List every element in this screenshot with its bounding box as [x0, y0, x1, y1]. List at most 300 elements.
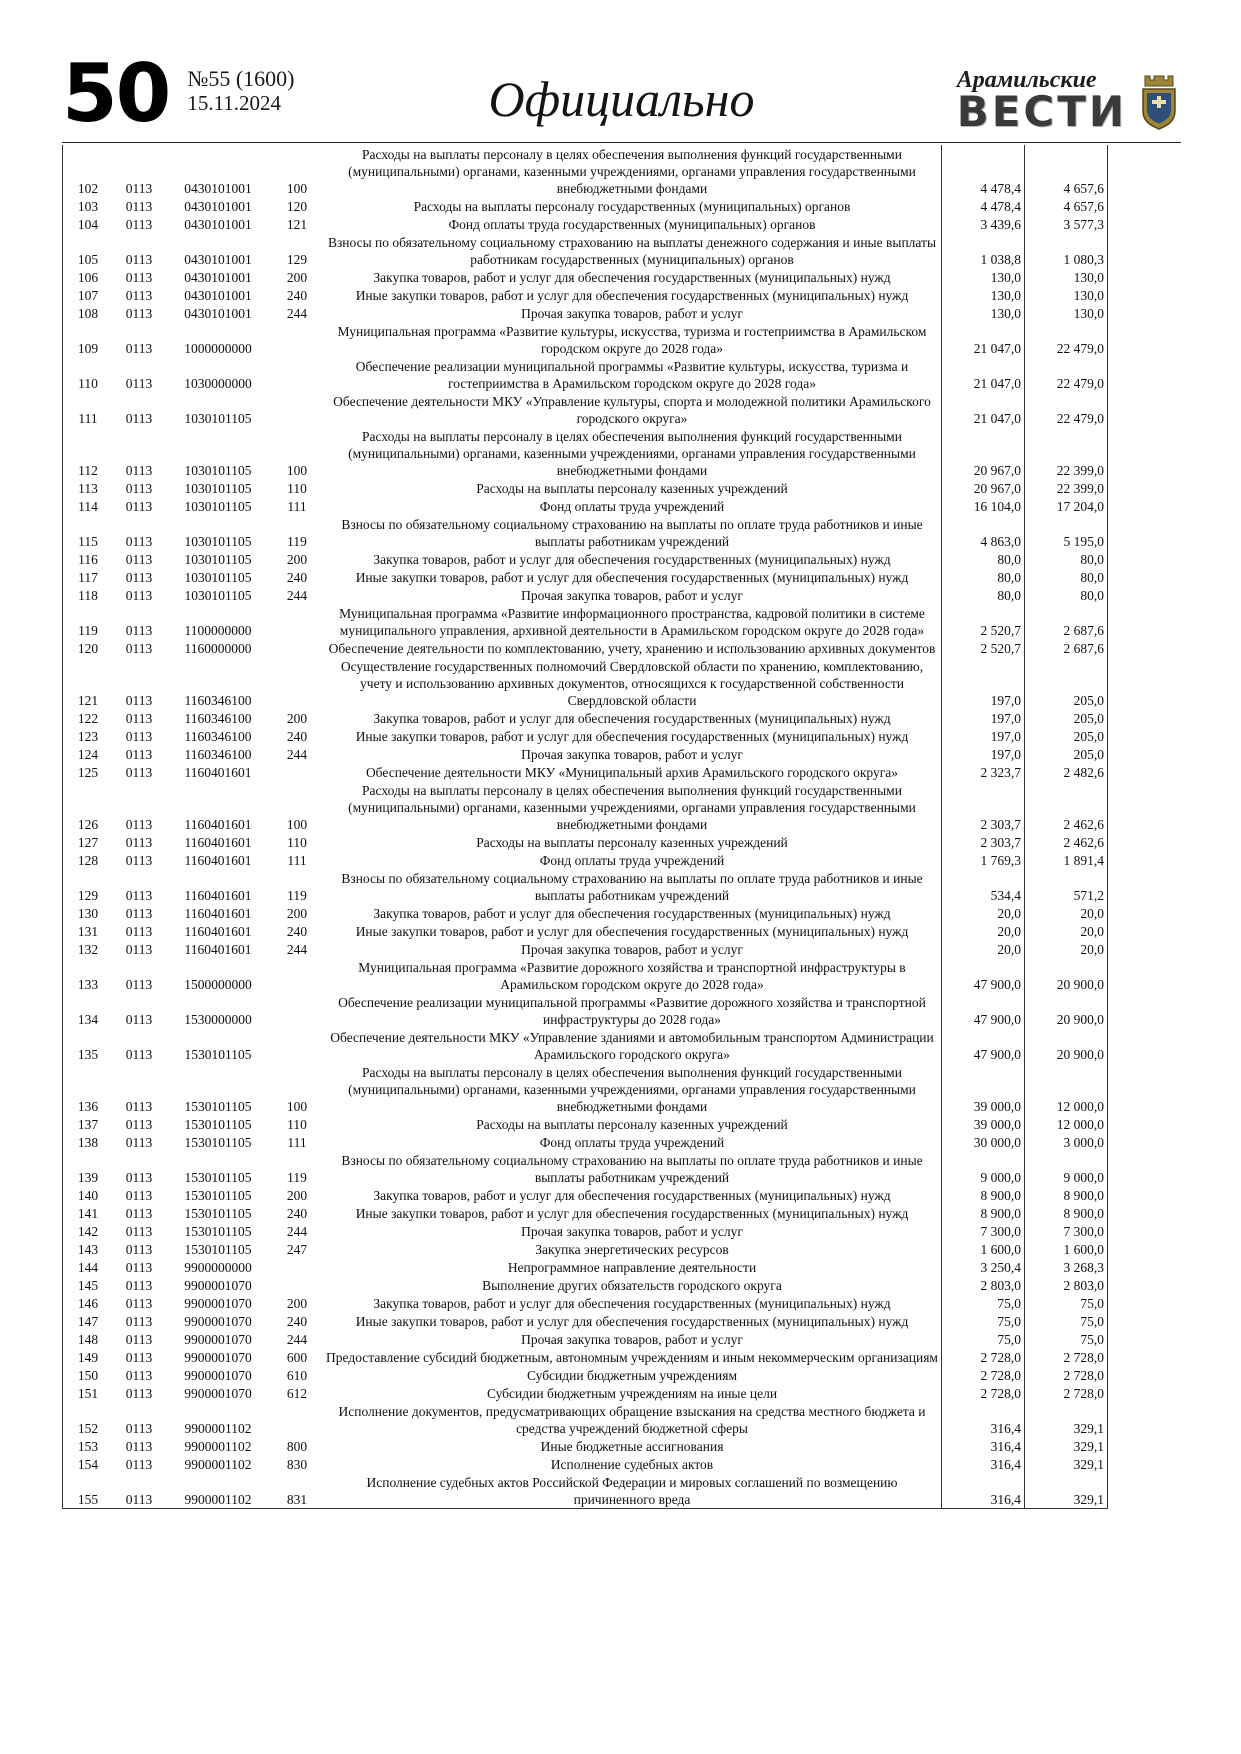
row-number-cell: 135: [77, 1046, 99, 1062]
expense-type-code-cell: [271, 1028, 323, 1063]
budget-table: [62, 145, 1108, 1509]
expense-type-code-cell: [271, 1402, 323, 1437]
expense-name-cell: Муниципальная программа «Развитие информационного пространства, кадровой политики в системе муниципального управления, архивной деятельности в Арамильском городском округе до 2028 года»: [339, 605, 925, 638]
section-code-cell: 0113: [125, 1223, 153, 1239]
amount-col1-cell: 20,0: [942, 904, 1025, 922]
expense-type-code-cell: [271, 1258, 323, 1276]
expense-name-cell: Иные бюджетные ассигнования: [540, 1438, 724, 1454]
expense-name-cell: Прочая закупка товаров, работ и услуг: [521, 1331, 743, 1347]
amount-col1-cell: 2 728,0: [942, 1366, 1025, 1384]
expense-type-code-cell: 111: [287, 852, 307, 868]
expense-name-cell: Взносы по обязательному социальному страхованию на выплаты по оплате труда работников и иные выплаты работникам учреждений: [341, 516, 923, 549]
target-article-code-cell: 1160346100: [184, 728, 252, 744]
row-number-cell: 113: [78, 480, 98, 496]
row-number-cell: 106: [77, 269, 99, 285]
expense-name-cell: Расходы на выплаты персоналу в целях обеспечения выполнения функций государственными (муниципальными) органами, казенными учреждениями, органами управления государственными внебюджетными фондами: [348, 782, 916, 832]
section-code-cell: 0113: [125, 251, 153, 267]
row-number-cell: 151: [77, 1385, 99, 1401]
expense-type-code-cell: 240: [286, 728, 308, 744]
target-article-code-cell: 1530101105: [184, 1046, 252, 1062]
target-article-code-cell: 1500000000: [184, 976, 252, 992]
section-code-cell: 0113: [125, 480, 153, 496]
target-article-code-cell: 9900001070: [184, 1367, 252, 1383]
table-row: [63, 1133, 1108, 1151]
target-article-code-cell: 1160346100: [184, 746, 252, 762]
table-row: [63, 427, 1108, 479]
expense-type-code-cell: 240: [286, 923, 308, 939]
issue-date: 15.11.2024: [187, 91, 282, 116]
row-number-cell: 128: [77, 852, 99, 868]
table-row: [63, 993, 1108, 1028]
table-row: [63, 851, 1108, 869]
row-number-cell: 126: [77, 816, 99, 832]
amount-col2-cell: 2 462,6: [1025, 833, 1108, 851]
expense-name-cell: Обеспечение реализации муниципальной программы «Развитие дорожного хозяйства и транспортной инфраструктуры до 2028 года»: [338, 994, 926, 1027]
expense-name-cell: Расходы на выплаты персоналу государственных (муниципальных) органов: [413, 198, 851, 214]
row-number-cell: 145: [77, 1277, 99, 1293]
section-code-cell: 0113: [125, 1134, 153, 1150]
amount-col1-cell: 75,0: [942, 1294, 1025, 1312]
amount-col1-cell: 2 323,7: [942, 763, 1025, 781]
expense-type-code-cell: 100: [286, 462, 308, 478]
amount-col2-cell: 12 000,0: [1025, 1115, 1108, 1133]
row-number-cell: 119: [78, 622, 98, 638]
expense-type-code-cell: [271, 639, 323, 657]
row-number-cell: 127: [77, 834, 99, 850]
row-number-cell: 118: [78, 587, 98, 603]
section-code-cell: 0113: [125, 1011, 153, 1027]
amount-col1-cell: 47 900,0: [942, 958, 1025, 993]
table-row: [63, 1063, 1108, 1115]
table-row: [63, 1384, 1108, 1402]
amount-col2-cell: 9 000,0: [1025, 1151, 1108, 1186]
amount-col1-cell: 30 000,0: [942, 1133, 1025, 1151]
target-article-code-cell: 1000000000: [184, 340, 252, 356]
amount-col1-cell: 4 478,4: [942, 145, 1025, 197]
expense-type-code-cell: 119: [287, 887, 307, 903]
target-article-code-cell: 0430101001: [184, 180, 252, 196]
amount-col2-cell: 75,0: [1025, 1330, 1108, 1348]
amount-col1-cell: 316,4: [942, 1437, 1025, 1455]
amount-col1-cell: 4 478,4: [942, 197, 1025, 215]
amount-col1-cell: 9 000,0: [942, 1151, 1025, 1186]
amount-col2-cell: 80,0: [1025, 586, 1108, 604]
table-row: [63, 586, 1108, 604]
section-code-cell: 0113: [125, 1456, 153, 1472]
target-article-code-cell: 1030101105: [184, 462, 252, 478]
row-number-cell: 144: [77, 1259, 99, 1275]
amount-col1-cell: 197,0: [942, 727, 1025, 745]
section-code-cell: 0113: [125, 1187, 153, 1203]
table-row: [63, 392, 1108, 427]
table-row: [63, 1330, 1108, 1348]
brand-text: [956, 67, 1128, 137]
section-code-cell: 0113: [125, 746, 153, 762]
amount-col2-cell: 20,0: [1025, 922, 1108, 940]
expense-type-code-cell: 831: [286, 1491, 308, 1507]
expense-type-code-cell: 110: [287, 1116, 307, 1132]
row-number-cell: 109: [77, 340, 99, 356]
amount-col2-cell: 205,0: [1025, 657, 1108, 709]
amount-col1-cell: 47 900,0: [942, 993, 1025, 1028]
amount-col1-cell: 2 303,7: [942, 781, 1025, 833]
section-code-cell: 0113: [125, 269, 153, 285]
expense-type-code-cell: 110: [287, 834, 307, 850]
amount-col1-cell: 80,0: [942, 568, 1025, 586]
target-article-code-cell: 9900001070: [184, 1313, 252, 1329]
amount-col2-cell: 7 300,0: [1025, 1222, 1108, 1240]
row-number-cell: 129: [77, 887, 99, 903]
table-row: [63, 709, 1108, 727]
expense-name-cell: Фонд оплаты труда государственных (муниципальных) органов: [448, 216, 816, 232]
amount-col2-cell: 20 900,0: [1025, 1028, 1108, 1063]
expense-type-code-cell: 111: [287, 1134, 307, 1150]
table-row: [63, 958, 1108, 993]
amount-col2-cell: 329,1: [1025, 1473, 1108, 1509]
row-number-cell: 125: [77, 764, 99, 780]
expense-type-code-cell: 240: [286, 1205, 308, 1221]
row-number-cell: 154: [77, 1456, 99, 1472]
amount-col2-cell: 1 600,0: [1025, 1240, 1108, 1258]
section-code-cell: 0113: [125, 1259, 153, 1275]
section-code-cell: 0113: [125, 216, 153, 232]
amount-col1-cell: 21 047,0: [942, 322, 1025, 357]
amount-col1-cell: 197,0: [942, 709, 1025, 727]
expense-type-code-cell: [271, 357, 323, 392]
target-article-code-cell: 1160401601: [184, 816, 252, 832]
row-number-cell: 120: [77, 640, 99, 656]
row-number-cell: 121: [77, 692, 99, 708]
target-article-code-cell: 0430101001: [184, 269, 252, 285]
section-code-cell: 0113: [125, 1046, 153, 1062]
table-row: [63, 604, 1108, 639]
target-article-code-cell: 1530101105: [184, 1241, 252, 1257]
expense-type-code-cell: 200: [286, 269, 308, 285]
table-row: [63, 1437, 1108, 1455]
amount-col2-cell: 205,0: [1025, 745, 1108, 763]
table-row: [63, 497, 1108, 515]
expense-name-cell: Предоставление субсидий бюджетным, автономным учреждениям и иным некоммерческим организациям: [326, 1349, 938, 1365]
amount-col1-cell: 2 303,7: [942, 833, 1025, 851]
amount-col1-cell: 20 967,0: [942, 427, 1025, 479]
row-number-cell: 114: [78, 498, 98, 514]
section-code-cell: 0113: [125, 498, 153, 514]
table-row: [63, 745, 1108, 763]
amount-col2-cell: 2 728,0: [1025, 1348, 1108, 1366]
expense-name-cell: Расходы на выплаты персоналу в целях обеспечения выполнения функций государственными (муниципальными) органами, казенными учреждениями, органами управления государственными внебюджетными фондами: [348, 1064, 916, 1114]
expense-name-cell: Обеспечение деятельности МКУ «Управление культуры, спорта и молодежной политики Арамильского городского округа»: [333, 393, 931, 426]
expense-name-cell: Муниципальная программа «Развитие дорожного хозяйства и транспортной инфраструктуры в Арамильском городском округе до 2028 года»: [358, 959, 906, 992]
section-code-cell: 0113: [125, 305, 153, 321]
table-row: [63, 357, 1108, 392]
expense-name-cell: Муниципальная программа «Развитие культуры, искусства, туризма и гостеприимства в Арамильском городском округе до 2028 года»: [337, 323, 927, 356]
amount-col1-cell: 316,4: [942, 1402, 1025, 1437]
amount-col1-cell: 7 300,0: [942, 1222, 1025, 1240]
section-code-cell: 0113: [125, 1277, 153, 1293]
section-code-cell: 0113: [125, 622, 153, 638]
expense-name-cell: Прочая закупка товаров, работ и услуг: [521, 1223, 743, 1239]
expense-name-cell: Непрограммное направление деятельности: [507, 1259, 757, 1275]
target-article-code-cell: 9900001102: [184, 1491, 252, 1507]
expense-name-cell: Прочая закупка товаров, работ и услуг: [521, 587, 743, 603]
expense-name-cell: Закупка товаров, работ и услуг для обеспечения государственных (муниципальных) нужд: [373, 551, 891, 567]
expense-name-cell: Взносы по обязательному социальному страхованию на выплаты денежного содержания и иные выплаты работникам государственных (муниципальных) органов: [327, 234, 937, 267]
table-row: [63, 1222, 1108, 1240]
section-code-cell: 0113: [125, 587, 153, 603]
section-code-cell: 0113: [125, 816, 153, 832]
expense-name-cell: Прочая закупка товаров, работ и услуг: [521, 746, 743, 762]
expense-type-code-cell: 612: [286, 1385, 308, 1401]
target-article-code-cell: 0430101001: [184, 305, 252, 321]
target-article-code-cell: 1030101105: [184, 551, 252, 567]
row-number-cell: 103: [77, 198, 99, 214]
row-number-cell: 107: [77, 287, 99, 303]
section-code-cell: 0113: [125, 1491, 153, 1507]
amount-col1-cell: 3 439,6: [942, 215, 1025, 233]
expense-name-cell: Расходы на выплаты персоналу казенных учреждений: [476, 1116, 788, 1132]
amount-col1-cell: 130,0: [942, 268, 1025, 286]
amount-col1-cell: 21 047,0: [942, 392, 1025, 427]
target-article-code-cell: 1160346100: [184, 692, 252, 708]
target-article-code-cell: 1160401601: [184, 887, 252, 903]
row-number-cell: 133: [77, 976, 99, 992]
row-number-cell: 146: [77, 1295, 99, 1311]
section-code-cell: 0113: [125, 462, 153, 478]
amount-col2-cell: 4 657,6: [1025, 197, 1108, 215]
row-number-cell: 111: [78, 410, 98, 426]
expense-type-code-cell: 830: [286, 1456, 308, 1472]
expense-name-cell: Осуществление государственных полномочий Свердловской области по хранению, комплектованию, учету и использованию архивных документов, относящихся к государственной собственности Свердловской области: [340, 658, 924, 708]
amount-col2-cell: 130,0: [1025, 304, 1108, 322]
expense-type-code-cell: 600: [286, 1349, 308, 1365]
row-number-cell: 131: [77, 923, 99, 939]
expense-type-code-cell: 100: [286, 180, 308, 196]
target-article-code-cell: 1160401601: [184, 852, 252, 868]
amount-col1-cell: 20,0: [942, 940, 1025, 958]
expense-name-cell: Исполнение документов, предусматривающих обращение взыскания на средства местного бюджета и средства учреждений бюджетной сферы: [338, 1403, 926, 1436]
target-article-code-cell: 1160401601: [184, 834, 252, 850]
expense-name-cell: Расходы на выплаты персоналу в целях обеспечения выполнения функций государственными (муниципальными) органами, казенными учреждениями, органами управления государственными внебюджетными фондами: [348, 146, 916, 196]
expense-type-code-cell: 100: [286, 1098, 308, 1114]
section-code-cell: 0113: [125, 640, 153, 656]
target-article-code-cell: 1160346100: [184, 710, 252, 726]
expense-name-cell: Обеспечение деятельности МКУ «Муниципальный архив Арамильского городского округа»: [365, 764, 899, 780]
amount-col2-cell: 5 195,0: [1025, 515, 1108, 550]
amount-col1-cell: 2 728,0: [942, 1348, 1025, 1366]
table-row: [63, 568, 1108, 586]
row-number-cell: 148: [77, 1331, 99, 1347]
brand-name-caps: ВЕСТИ: [956, 87, 1128, 137]
table-row: [63, 1258, 1108, 1276]
amount-col1-cell: 316,4: [942, 1455, 1025, 1473]
amount-col1-cell: 316,4: [942, 1473, 1025, 1509]
official-section-body: [62, 143, 1181, 1509]
target-article-code-cell: 1100000000: [184, 622, 252, 638]
section-code-cell: 0113: [125, 410, 153, 426]
amount-col1-cell: 8 900,0: [942, 1186, 1025, 1204]
amount-col2-cell: 571,2: [1025, 869, 1108, 904]
expense-type-code-cell: 244: [286, 1331, 308, 1347]
expense-type-code-cell: 247: [286, 1241, 308, 1257]
section-code-cell: 0113: [125, 887, 153, 903]
row-number-cell: 142: [77, 1223, 99, 1239]
amount-col2-cell: 329,1: [1025, 1437, 1108, 1455]
expense-name-cell: Закупка энергетических ресурсов: [535, 1241, 729, 1257]
section-code-cell: 0113: [125, 976, 153, 992]
row-number-cell: 152: [77, 1420, 99, 1436]
expense-name-cell: Закупка товаров, работ и услуг для обеспечения государственных (муниципальных) нужд: [373, 1187, 891, 1203]
expense-name-cell: Взносы по обязательному социальному страхованию на выплаты по оплате труда работников и иные выплаты работникам учреждений: [341, 1152, 923, 1185]
expense-type-code-cell: 240: [286, 1313, 308, 1329]
table-row: [63, 922, 1108, 940]
amount-col2-cell: 80,0: [1025, 568, 1108, 586]
expense-type-code-cell: [271, 322, 323, 357]
page-number: 50: [62, 47, 170, 140]
expense-name-cell: Обеспечение деятельности по комплектованию, учету, хранению и использованию архивных документов: [328, 640, 936, 656]
table-row: [63, 763, 1108, 781]
table-row: [63, 727, 1108, 745]
target-article-code-cell: 9900000000: [184, 1259, 252, 1275]
section-code-cell: 0113: [125, 1169, 153, 1185]
section-code-cell: 0113: [125, 1438, 153, 1454]
expense-type-code-cell: [271, 763, 323, 781]
section-code-cell: 0113: [125, 1295, 153, 1311]
expense-type-code-cell: 244: [286, 941, 308, 957]
section-code-cell: 0113: [125, 1367, 153, 1383]
brand-logo: [852, 67, 1181, 137]
expense-type-code-cell: 119: [287, 1169, 307, 1185]
table-row: [63, 304, 1108, 322]
section-code-cell: 0113: [125, 852, 153, 868]
amount-col2-cell: 2 482,6: [1025, 763, 1108, 781]
row-number-cell: 140: [77, 1187, 99, 1203]
expense-name-cell: Прочая закупка товаров, работ и услуг: [521, 305, 743, 321]
expense-type-code-cell: [271, 993, 323, 1028]
amount-col2-cell: 3 268,3: [1025, 1258, 1108, 1276]
expense-name-cell: Иные закупки товаров, работ и услуг для обеспечения государственных (муниципальных) нужд: [355, 923, 909, 939]
amount-col1-cell: 4 863,0: [942, 515, 1025, 550]
target-article-code-cell: 9900001102: [184, 1420, 252, 1436]
row-number-cell: 124: [77, 746, 99, 762]
issue-label: №55 (1600): [187, 66, 295, 91]
section-code-cell: 0113: [125, 1420, 153, 1436]
amount-col1-cell: 1 038,8: [942, 233, 1025, 268]
amount-col2-cell: 3 577,3: [1025, 215, 1108, 233]
row-number-cell: 104: [77, 216, 99, 232]
expense-type-code-cell: 610: [286, 1367, 308, 1383]
target-article-code-cell: 9900001102: [184, 1438, 252, 1454]
expense-name-cell: Выполнение других обязательств городского округа: [482, 1277, 782, 1293]
section-code-cell: 0113: [125, 198, 153, 214]
row-number-cell: 102: [77, 180, 99, 196]
expense-name-cell: Исполнение судебных актов Российской Федерации и мировых соглашений по возмещению причиненного вреда: [366, 1474, 898, 1507]
amount-col2-cell: 2 687,6: [1025, 604, 1108, 639]
expense-type-code-cell: 240: [286, 287, 308, 303]
target-article-code-cell: 1030000000: [184, 375, 252, 391]
target-article-code-cell: 9900001102: [184, 1456, 252, 1472]
target-article-code-cell: 0430101001: [184, 198, 252, 214]
amount-col1-cell: 80,0: [942, 550, 1025, 568]
amount-col2-cell: 2 728,0: [1025, 1366, 1108, 1384]
table-row: [63, 1115, 1108, 1133]
coat-of-arms-icon: [1137, 74, 1181, 132]
section-code-cell: 0113: [125, 180, 153, 196]
table-row: [63, 1204, 1108, 1222]
expense-type-code-cell: [271, 958, 323, 993]
table-row: [63, 1186, 1108, 1204]
amount-col1-cell: 75,0: [942, 1312, 1025, 1330]
table-row: [63, 657, 1108, 709]
amount-col1-cell: 16 104,0: [942, 497, 1025, 515]
section-code-cell: 0113: [125, 1116, 153, 1132]
amount-col2-cell: 22 479,0: [1025, 392, 1108, 427]
row-number-cell: 112: [78, 462, 98, 478]
section-code-cell: 0113: [125, 569, 153, 585]
section-code-cell: 0113: [125, 340, 153, 356]
expense-type-code-cell: [271, 604, 323, 639]
amount-col1-cell: 534,4: [942, 869, 1025, 904]
expense-name-cell: Иные закупки товаров, работ и услуг для обеспечения государственных (муниципальных) нужд: [355, 1313, 909, 1329]
table-row: [63, 145, 1108, 197]
target-article-code-cell: 1160401601: [184, 764, 252, 780]
section-code-cell: 0113: [125, 1313, 153, 1329]
target-article-code-cell: 1030101105: [184, 569, 252, 585]
target-article-code-cell: 1530101105: [184, 1187, 252, 1203]
amount-col1-cell: 130,0: [942, 286, 1025, 304]
row-number-cell: 139: [77, 1169, 99, 1185]
table-row: [63, 550, 1108, 568]
expense-type-code-cell: 120: [286, 198, 308, 214]
table-row: [63, 1028, 1108, 1063]
amount-col1-cell: 20,0: [942, 922, 1025, 940]
expense-name-cell: Иные закупки товаров, работ и услуг для обеспечения государственных (муниципальных) нужд: [355, 569, 909, 585]
budget-table-body: [63, 145, 1108, 1509]
section-code-cell: 0113: [125, 1241, 153, 1257]
amount-col1-cell: 21 047,0: [942, 357, 1025, 392]
amount-col2-cell: 1 891,4: [1025, 851, 1108, 869]
expense-name-cell: Закупка товаров, работ и услуг для обеспечения государственных (муниципальных) нужд: [373, 269, 891, 285]
amount-col2-cell: 20,0: [1025, 904, 1108, 922]
table-row: [63, 639, 1108, 657]
row-number-cell: 147: [77, 1313, 99, 1329]
target-article-code-cell: 9900001070: [184, 1295, 252, 1311]
amount-col1-cell: 197,0: [942, 657, 1025, 709]
table-row: [63, 1455, 1108, 1473]
amount-col1-cell: 8 900,0: [942, 1204, 1025, 1222]
amount-col2-cell: 20 900,0: [1025, 993, 1108, 1028]
section-code-cell: 0113: [125, 728, 153, 744]
expense-name-cell: Субсидии бюджетным учреждениям на иные цели: [486, 1385, 778, 1401]
section-code-cell: 0113: [125, 923, 153, 939]
amount-col2-cell: 20 900,0: [1025, 958, 1108, 993]
section-code-cell: 0113: [125, 1205, 153, 1221]
expense-name-cell: Взносы по обязательному социальному страхованию на выплаты по оплате труда работников и иные выплаты работникам учреждений: [341, 870, 923, 903]
table-row: [63, 904, 1108, 922]
row-number-cell: 150: [77, 1367, 99, 1383]
target-article-code-cell: 1530101105: [184, 1098, 252, 1114]
row-number-cell: 115: [78, 533, 98, 549]
section-code-cell: 0113: [125, 533, 153, 549]
amount-col2-cell: 20,0: [1025, 940, 1108, 958]
expense-name-cell: Обеспечение реализации муниципальной программы «Развитие культуры, искусства, туризма и гостеприимства в Арамильском городском округе до 2028 года»: [355, 358, 909, 391]
amount-col2-cell: 2 803,0: [1025, 1276, 1108, 1294]
section-code-cell: 0113: [125, 905, 153, 921]
expense-name-cell: Фонд оплаты труда учреждений: [539, 1134, 725, 1150]
row-number-cell: 117: [78, 569, 98, 585]
expense-name-cell: Расходы на выплаты персоналу казенных учреждений: [476, 480, 788, 496]
amount-col2-cell: 22 479,0: [1025, 322, 1108, 357]
row-number-cell: 105: [77, 251, 99, 267]
